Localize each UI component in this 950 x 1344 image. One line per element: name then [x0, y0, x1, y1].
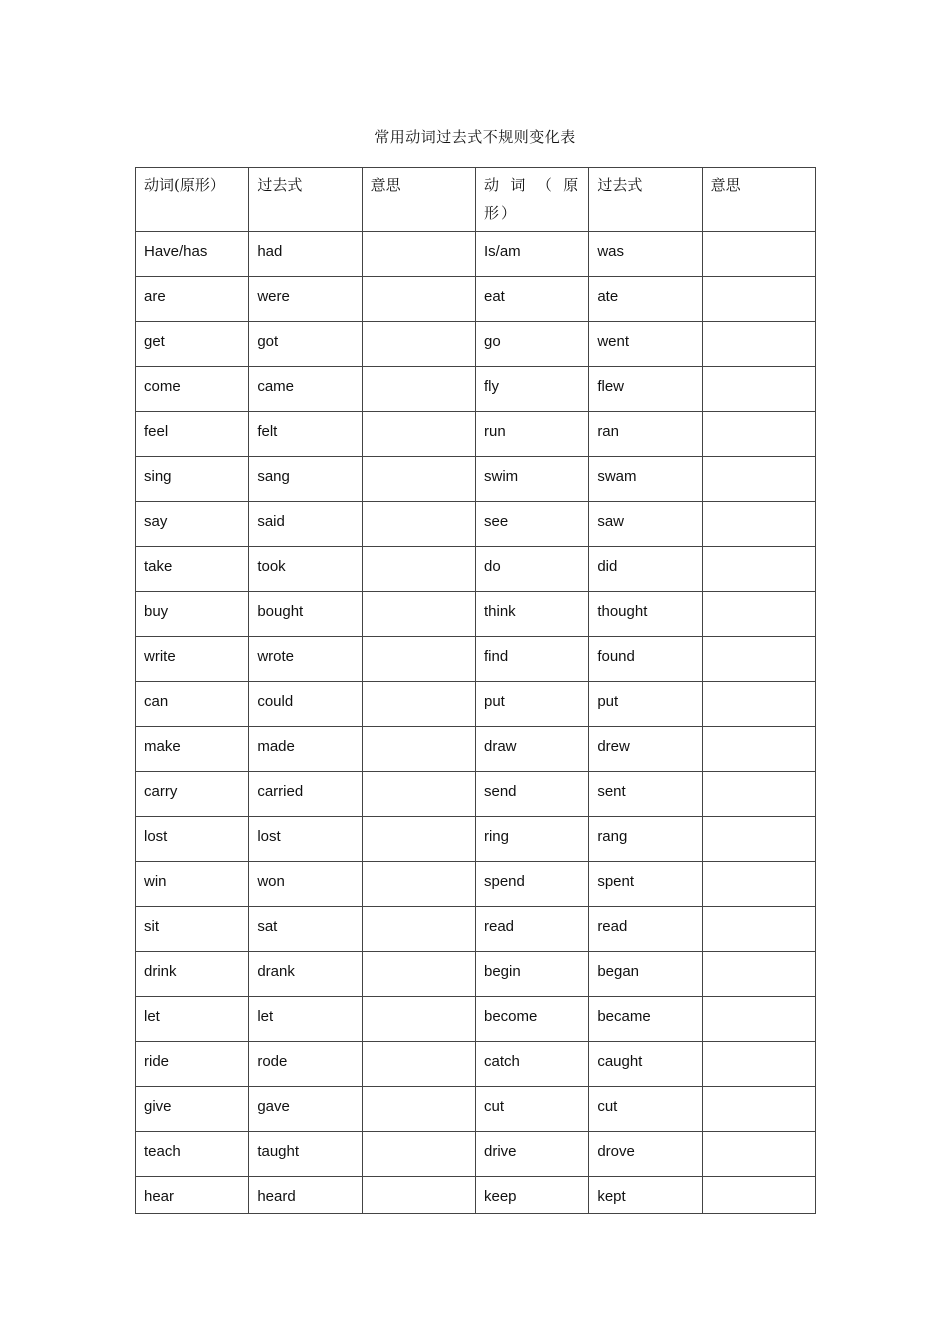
header-meaning-left: 意思 [362, 168, 475, 232]
meaning-cell [362, 1087, 475, 1132]
base-form-cell: go [475, 322, 588, 367]
base-form-cell: take [136, 547, 249, 592]
meaning-cell [702, 232, 815, 277]
table-row [136, 1042, 816, 1087]
meaning-cell [702, 367, 815, 412]
meaning-cell [702, 457, 815, 502]
table-row [136, 1132, 816, 1177]
past-tense-cell: were [249, 277, 362, 322]
base-form-cell: sing [136, 457, 249, 502]
meaning-cell [362, 907, 475, 952]
base-form-cell: ride [136, 1042, 249, 1087]
meaning-cell [362, 682, 475, 727]
meaning-cell [362, 772, 475, 817]
base-form-cell: sit [136, 907, 249, 952]
meaning-cell [362, 727, 475, 772]
base-form-cell: let [136, 997, 249, 1042]
base-form-cell: begin [475, 952, 588, 997]
base-form-cell: swim [475, 457, 588, 502]
past-tense-cell: cut [589, 1087, 702, 1132]
base-form-cell: carry [136, 772, 249, 817]
meaning-cell [362, 637, 475, 682]
past-tense-cell: was [589, 232, 702, 277]
base-form-cell: can [136, 682, 249, 727]
table-row [136, 1177, 816, 1214]
meaning-cell [362, 232, 475, 277]
past-tense-cell: caught [589, 1042, 702, 1087]
base-form-cell: read [475, 907, 588, 952]
base-form-cell: see [475, 502, 588, 547]
past-tense-cell: came [249, 367, 362, 412]
past-tense-cell: put [589, 682, 702, 727]
past-tense-cell: drank [249, 952, 362, 997]
table-row [136, 502, 816, 547]
table-row [136, 817, 816, 862]
table-row [136, 727, 816, 772]
past-tense-cell: could [249, 682, 362, 727]
base-form-cell: buy [136, 592, 249, 637]
past-tense-cell: spent [589, 862, 702, 907]
meaning-cell [362, 1177, 475, 1214]
past-tense-cell: carried [249, 772, 362, 817]
meaning-cell [362, 952, 475, 997]
table-row [136, 1087, 816, 1132]
base-form-cell: catch [475, 1042, 588, 1087]
base-form-cell: send [475, 772, 588, 817]
base-form-cell: write [136, 637, 249, 682]
past-tense-cell: said [249, 502, 362, 547]
meaning-cell [362, 1042, 475, 1087]
base-form-cell: draw [475, 727, 588, 772]
table-row [136, 907, 816, 952]
verb-table-body [136, 168, 816, 1214]
base-form-cell: Is/am [475, 232, 588, 277]
base-form-cell: come [136, 367, 249, 412]
past-tense-cell: got [249, 322, 362, 367]
past-tense-cell: bought [249, 592, 362, 637]
meaning-cell [702, 412, 815, 457]
past-tense-cell: took [249, 547, 362, 592]
past-tense-cell: found [589, 637, 702, 682]
past-tense-cell: flew [589, 367, 702, 412]
meaning-cell [362, 502, 475, 547]
table-row [136, 232, 816, 277]
verb-table [135, 167, 816, 1214]
meaning-cell [702, 1132, 815, 1177]
meaning-cell [702, 592, 815, 637]
past-tense-cell: made [249, 727, 362, 772]
past-tense-cell: ate [589, 277, 702, 322]
meaning-cell [702, 1042, 815, 1087]
meaning-cell [702, 637, 815, 682]
base-form-cell: think [475, 592, 588, 637]
table-row [136, 457, 816, 502]
past-tense-cell: became [589, 997, 702, 1042]
base-form-cell: put [475, 682, 588, 727]
meaning-cell [702, 1087, 815, 1132]
past-tense-cell: drew [589, 727, 702, 772]
base-form-cell: make [136, 727, 249, 772]
header-base-form-left: 动词(原形） [136, 168, 249, 232]
table-row [136, 277, 816, 322]
meaning-cell [702, 817, 815, 862]
base-form-cell: lost [136, 817, 249, 862]
base-form-cell: drink [136, 952, 249, 997]
past-tense-cell: kept [589, 1177, 702, 1214]
meaning-cell [362, 367, 475, 412]
table-row [136, 952, 816, 997]
meaning-cell [702, 682, 815, 727]
past-tense-cell: wrote [249, 637, 362, 682]
past-tense-cell: sent [589, 772, 702, 817]
meaning-cell [702, 862, 815, 907]
header-base-form-right: 动 词 （ 原形） [475, 168, 588, 232]
meaning-cell [362, 322, 475, 367]
past-tense-cell: began [589, 952, 702, 997]
header-past-tense-left: 过去式 [249, 168, 362, 232]
meaning-cell [702, 547, 815, 592]
table-row [136, 682, 816, 727]
table-row [136, 412, 816, 457]
meaning-cell [362, 547, 475, 592]
base-form-cell: keep [475, 1177, 588, 1214]
meaning-cell [702, 772, 815, 817]
base-form-cell: hear [136, 1177, 249, 1214]
meaning-cell [702, 1177, 815, 1214]
base-form-cell: spend [475, 862, 588, 907]
meaning-cell [362, 817, 475, 862]
table-row [136, 637, 816, 682]
past-tense-cell: saw [589, 502, 702, 547]
base-form-cell: run [475, 412, 588, 457]
past-tense-cell: sang [249, 457, 362, 502]
past-tense-cell: taught [249, 1132, 362, 1177]
base-form-cell: find [475, 637, 588, 682]
past-tense-cell: won [249, 862, 362, 907]
past-tense-cell: drove [589, 1132, 702, 1177]
table-row [136, 997, 816, 1042]
base-form-cell: feel [136, 412, 249, 457]
base-form-cell: give [136, 1087, 249, 1132]
past-tense-cell: swam [589, 457, 702, 502]
base-form-cell: do [475, 547, 588, 592]
table-row [136, 322, 816, 367]
past-tense-cell: ran [589, 412, 702, 457]
table-row [136, 862, 816, 907]
meaning-cell [362, 457, 475, 502]
past-tense-cell: thought [589, 592, 702, 637]
page-title: 常用动词过去式不规则变化表 [374, 128, 576, 146]
base-form-cell: drive [475, 1132, 588, 1177]
past-tense-cell: did [589, 547, 702, 592]
past-tense-cell: rang [589, 817, 702, 862]
table-row [136, 367, 816, 412]
meaning-cell [702, 997, 815, 1042]
meaning-cell [702, 727, 815, 772]
header-meaning-right: 意思 [702, 168, 815, 232]
past-tense-cell: had [249, 232, 362, 277]
base-form-cell: ring [475, 817, 588, 862]
base-form-cell: become [475, 997, 588, 1042]
meaning-cell [362, 412, 475, 457]
meaning-cell [362, 997, 475, 1042]
past-tense-cell: gave [249, 1087, 362, 1132]
base-form-cell: eat [475, 277, 588, 322]
meaning-cell [362, 862, 475, 907]
base-form-cell: fly [475, 367, 588, 412]
past-tense-cell: read [589, 907, 702, 952]
base-form-cell: are [136, 277, 249, 322]
base-form-cell: Have/has [136, 232, 249, 277]
base-form-cell: teach [136, 1132, 249, 1177]
table-header-row [136, 168, 816, 232]
base-form-cell: win [136, 862, 249, 907]
past-tense-cell: lost [249, 817, 362, 862]
base-form-cell: say [136, 502, 249, 547]
meaning-cell [702, 277, 815, 322]
past-tense-cell: rode [249, 1042, 362, 1087]
past-tense-cell: felt [249, 412, 362, 457]
table-row [136, 547, 816, 592]
base-form-cell: get [136, 322, 249, 367]
past-tense-cell: let [249, 997, 362, 1042]
meaning-cell [702, 502, 815, 547]
meaning-cell [702, 952, 815, 997]
past-tense-cell: sat [249, 907, 362, 952]
meaning-cell [362, 277, 475, 322]
past-tense-cell: heard [249, 1177, 362, 1214]
table-row [136, 772, 816, 817]
header-past-tense-right: 过去式 [589, 168, 702, 232]
meaning-cell [362, 1132, 475, 1177]
meaning-cell [702, 907, 815, 952]
past-tense-cell: went [589, 322, 702, 367]
base-form-cell: cut [475, 1087, 588, 1132]
table-row [136, 592, 816, 637]
meaning-cell [702, 322, 815, 367]
meaning-cell [362, 592, 475, 637]
